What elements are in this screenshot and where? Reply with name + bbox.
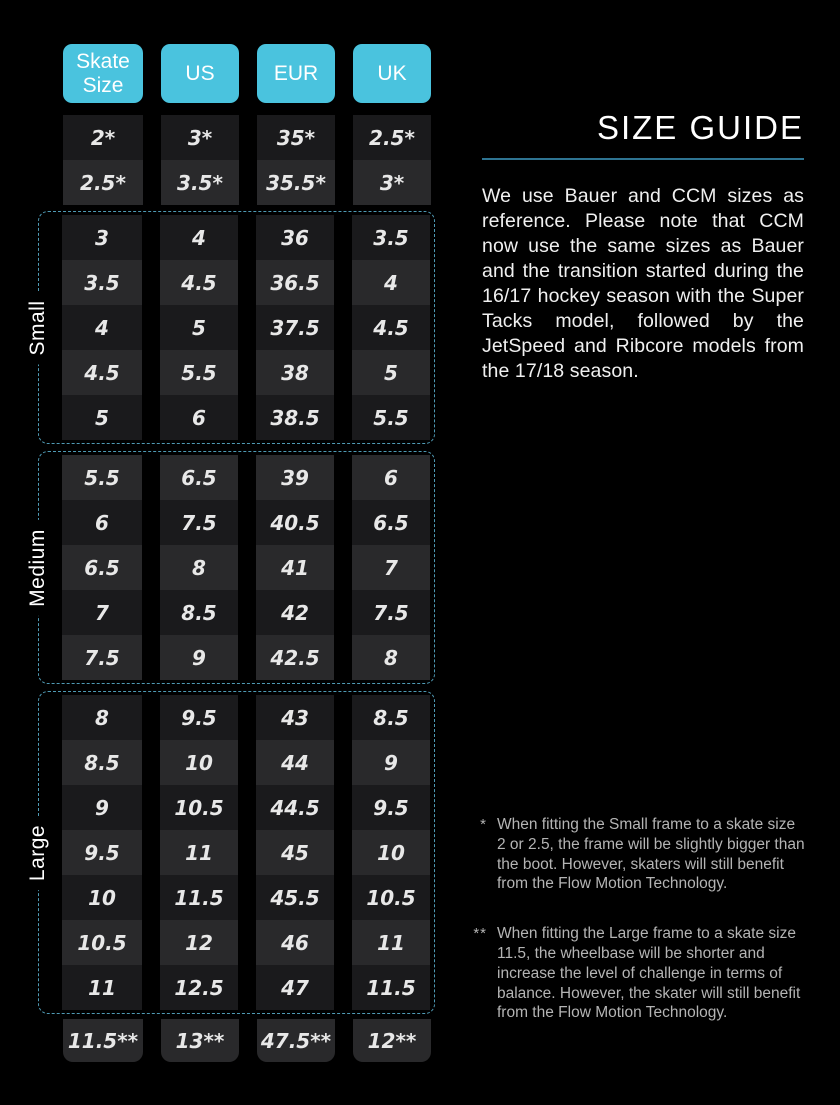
size-cell: 10 [352,830,430,875]
size-cell: 11 [62,965,142,1010]
size-cell: 7.5 [352,590,430,635]
size-cell: 40.5 [256,500,334,545]
size-cell: 11.5 [352,965,430,1010]
size-cell: 47.5** [257,1019,335,1062]
size-cell: 12** [353,1019,431,1062]
table-row [62,590,430,635]
table-row [62,740,430,785]
footnote-large-frame [465,924,806,1023]
size-cell: 35* [257,115,335,160]
info-panel [482,110,804,384]
column-header: Skate Size [63,44,143,103]
size-cell: 44 [256,740,334,785]
table-row [62,215,430,260]
size-cell: 8 [352,635,430,680]
size-cell: 12 [160,920,238,965]
size-cell: 42 [256,590,334,635]
size-group-medium [26,451,435,684]
size-cell: 10.5 [160,785,238,830]
size-cell: 9.5 [352,785,430,830]
size-cell: 8.5 [352,695,430,740]
table-row [63,1019,431,1062]
table-row [62,350,430,395]
group-label: Medium [25,520,51,616]
size-cell: 7.5 [62,635,142,680]
size-cell: 38 [256,350,334,395]
column-header: US [161,44,239,103]
size-cell: 4.5 [352,305,430,350]
size-cell: 11.5 [160,875,238,920]
footnote-marker: ** [473,925,487,943]
footnote-marker: * [480,816,487,833]
size-cell: 5.5 [352,395,430,440]
size-cell: 42.5 [256,635,334,680]
footnote-text: When fitting the Small frame to a skate size 2 or 2.5, the frame will be slightly bigger than the boot. However, skaters will still benefit from the Flow Motion Technology. [497,816,805,893]
size-cell: 6.5 [62,545,142,590]
size-cell: 3 [62,215,142,260]
size-cell: 6 [352,455,430,500]
table-row [62,920,430,965]
size-groups [26,211,435,1014]
table-header-row [63,44,431,103]
size-cell: 9 [160,635,238,680]
size-cell: 45.5 [256,875,334,920]
table-row [62,545,430,590]
size-group-large [26,691,435,1014]
table-row [62,455,430,500]
footnotes [465,815,806,1053]
size-cell: 12.5 [160,965,238,1010]
size-cell: 11 [352,920,430,965]
size-cell: 8 [160,545,238,590]
size-cell: 6.5 [352,500,430,545]
table-row [62,395,430,440]
size-cell: 9 [62,785,142,830]
size-cell: 13** [161,1019,239,1062]
size-cell: 3* [161,115,239,160]
size-cell: 4 [352,260,430,305]
size-table [26,44,435,1062]
size-cell: 2.5* [353,115,431,160]
size-cell: 8 [62,695,142,740]
size-cell: 5 [62,395,142,440]
size-cell: 39 [256,455,334,500]
table-row [62,830,430,875]
size-cell: 10 [62,875,142,920]
size-cell: 9 [352,740,430,785]
table-row [62,500,430,545]
page-title: SIZE GUIDE [596,109,804,146]
table-row [62,875,430,920]
size-cell: 3.5 [62,260,142,305]
ungrouped-rows-top [63,115,431,205]
size-cell: 45 [256,830,334,875]
size-cell: 7 [62,590,142,635]
size-cell: 5.5 [160,350,238,395]
column-header: EUR [257,44,335,103]
group-label: Large [25,815,51,889]
size-cell: 35.5* [257,160,335,205]
size-cell: 36 [256,215,334,260]
size-cell: 4 [160,215,238,260]
size-cell: 38.5 [256,395,334,440]
size-cell: 47 [256,965,334,1010]
size-cell: 11 [160,830,238,875]
size-cell: 43 [256,695,334,740]
size-cell: 5.5 [62,455,142,500]
table-row [62,785,430,830]
table-row [63,115,431,160]
size-cell: 5 [352,350,430,395]
table-row [62,305,430,350]
size-cell: 6.5 [160,455,238,500]
size-cell: 10.5 [352,875,430,920]
table-row [62,695,430,740]
intro-paragraph: We use Bauer and CCM sizes as reference. Please note that CCM now use the same sizes as Bauer and the transition started during the 16/17 hockey season with the Super Tacks model, followed by the JetSpeed and Ribcore models from the 17/18 season. [482,185,804,382]
size-cell: 9.5 [62,830,142,875]
size-cell: 11.5** [63,1019,143,1062]
size-cell: 6 [62,500,142,545]
size-cell: 36.5 [256,260,334,305]
table-row [62,635,430,680]
size-cell: 9.5 [160,695,238,740]
size-cell: 3.5* [161,160,239,205]
size-cell: 37.5 [256,305,334,350]
ungrouped-rows-bottom [63,1019,431,1062]
title-underline [482,158,804,160]
size-cell: 4.5 [62,350,142,395]
size-cell: 41 [256,545,334,590]
size-cell: 3.5 [352,215,430,260]
size-cell: 3* [353,160,431,205]
table-row [62,260,430,305]
size-cell: 7 [352,545,430,590]
size-cell: 44.5 [256,785,334,830]
size-cell: 4 [62,305,142,350]
footnote-text: When fitting the Large frame to a skate size 11.5, the wheelbase will be shorter and increase the level of challenge in terms of balance. However, the skater will still benefit from the Flow Motion Technology. [497,925,801,1022]
size-cell: 2* [63,115,143,160]
size-group-small [26,211,435,444]
size-cell: 4.5 [160,260,238,305]
table-row [62,965,430,1010]
size-cell: 8.5 [62,740,142,785]
column-header: UK [353,44,431,103]
footnote-small-frame [465,815,806,894]
size-cell: 8.5 [160,590,238,635]
table-row [63,160,431,205]
size-cell: 6 [160,395,238,440]
size-cell: 2.5* [63,160,143,205]
size-cell: 46 [256,920,334,965]
size-cell: 10.5 [62,920,142,965]
size-cell: 5 [160,305,238,350]
size-cell: 7.5 [160,500,238,545]
size-cell: 10 [160,740,238,785]
group-label: Small [25,291,51,364]
